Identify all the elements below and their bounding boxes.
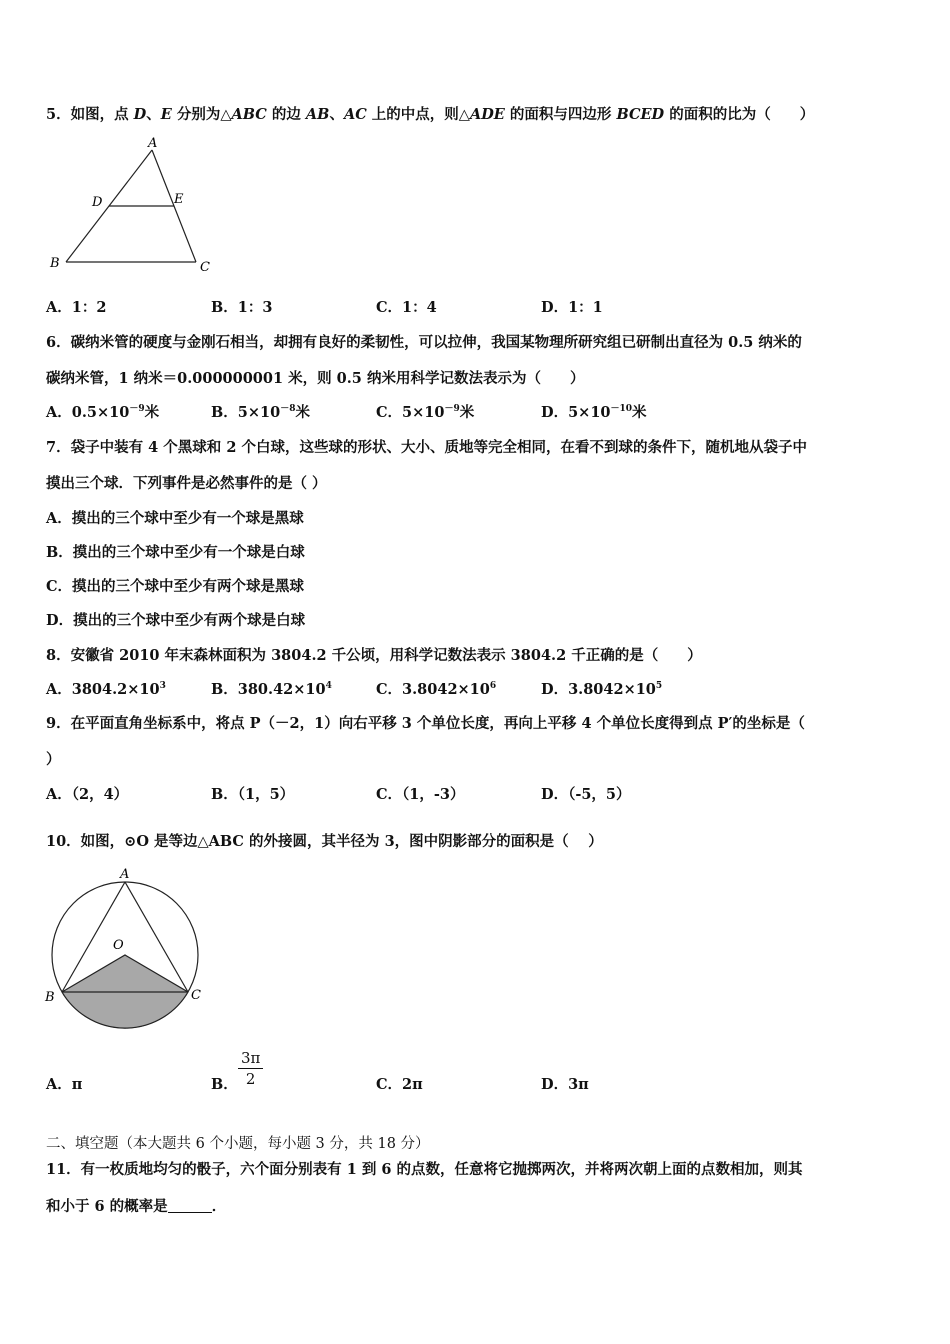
fraction-numerator: 3π — [238, 1048, 263, 1069]
q6-option-d: D．$5\times 10^{-10}$米 — [541, 404, 647, 421]
q9-option-d: D．（-5，5） — [541, 786, 631, 803]
q7-option-a: A．摸出的三个球中至少有一个球是黑球 — [46, 510, 304, 527]
q11-stem-line2: 和小于 6 的概率是 ． — [46, 1198, 227, 1215]
label-b: B — [45, 990, 55, 1005]
q5-option-a: A．1：2 — [46, 299, 107, 316]
q6-option-b: B．$5\times 10^{-8}$米 — [211, 404, 310, 421]
q8-stem: 8．安徽省 2010 年末森林面积为 3804.2 千公顷，用科学记数法表示 3804.2 千正确的是（ ） — [46, 647, 702, 664]
q8-option-c: C．$3.8042\times 10^6$ — [376, 681, 497, 698]
q6-option-a: A．$0.5\times 10^{-9}$米 — [46, 404, 160, 421]
q9-stem-line1: 9．在平面直角坐标系中，将点 P（－2，1）向右平移 3 个单位长度，再向上平移 4 个单位长度得到点 P′的坐标是（ — [46, 715, 805, 732]
label-b: B — [50, 256, 60, 271]
q9-option-a: A．（2，4） — [46, 786, 129, 803]
q7-stem-line1: 7．袋子中装有 4 个黑球和 2 个白球，这些球的形状、大小、质地等完全相同，在看不到球的条件下，随机地从袋子中 — [46, 439, 807, 456]
label-d: D — [92, 195, 103, 210]
label-c: C — [191, 988, 201, 1003]
fraction-denominator: 2 — [245, 1070, 256, 1088]
q6-stem-line2: 碳纳米管，1 纳米＝0.000000001 米，则 0.5 纳米用科学记数法表示为（ ） — [46, 370, 585, 387]
q10-circle-figure — [40, 862, 210, 1037]
q5-option-b: B．1：3 — [211, 299, 273, 316]
q7-option-d: D．摸出的三个球中至少有两个球是白球 — [46, 612, 306, 629]
label-a: A — [148, 136, 158, 151]
q6-stem-line1: 6．碳纳米管的硬度与金刚石相当，却拥有良好的柔韧性，可以拉伸，我国某物理所研究组已研制出直径为 0.5 纳米的 — [46, 334, 802, 351]
q5-triangle-figure — [44, 134, 224, 279]
q8-option-b: B．$380.42\times 10^4$ — [211, 681, 332, 698]
label-c: C — [200, 260, 210, 275]
q8-option-a: A．$3804.2\times 10^3$ — [46, 681, 166, 698]
q10-option-c: C．2π — [376, 1076, 423, 1093]
q9-option-c: C．（1，-3） — [376, 786, 465, 803]
q10-option-a: A．π — [46, 1076, 83, 1093]
q5-stem: 5．如图，点 D、E 分别为△ABC 的边 AB、AC 上的中点，则△ADE 的面积与四边形 BCED 的面积的比为（ ） — [46, 106, 815, 123]
q10-option-d: D．3π — [541, 1076, 589, 1093]
q7-option-b: B．摸出的三个球中至少有一个球是白球 — [46, 544, 305, 561]
q6-option-c: C．$5\times 10^{-9}$米 — [376, 404, 475, 421]
q8-option-d: D．$3.8042\times 10^5$ — [541, 681, 663, 698]
q7-option-c: C．摸出的三个球中至少有两个球是黑球 — [46, 578, 305, 595]
q5-option-c: C．1：4 — [376, 299, 437, 316]
section-title-fill-in: 二、填空题（本大题共 6 个小题，每小题 3 分，共 18 分） — [46, 1136, 430, 1152]
answer-blank[interactable] — [168, 1199, 212, 1213]
q7-stem-line2: 摸出三个球．下列事件是必然事件的是（ ） — [46, 475, 327, 492]
q10-option-b-label: B． — [211, 1076, 238, 1093]
q10-stem: 10．如图，⊙O 是等边△ABC 的外接圆，其半径为 3，图中阴影部分的面积是（ ） — [46, 833, 603, 850]
label-a: A — [120, 867, 130, 882]
label-o: O — [113, 938, 124, 953]
q10-option-b-fraction — [238, 1048, 263, 1089]
q5-option-d: D．1：1 — [541, 299, 603, 316]
label-e: E — [174, 192, 184, 207]
q9-stem-line2: ） — [46, 751, 61, 768]
q9-option-b: B．（1，5） — [211, 786, 295, 803]
q11-stem-line1: 11．有一枚质地均匀的骰子，六个面分别表有 1 到 6 的点数，任意将它抛掷两次，并将两次朝上面的点数相加，则其 — [46, 1161, 803, 1178]
